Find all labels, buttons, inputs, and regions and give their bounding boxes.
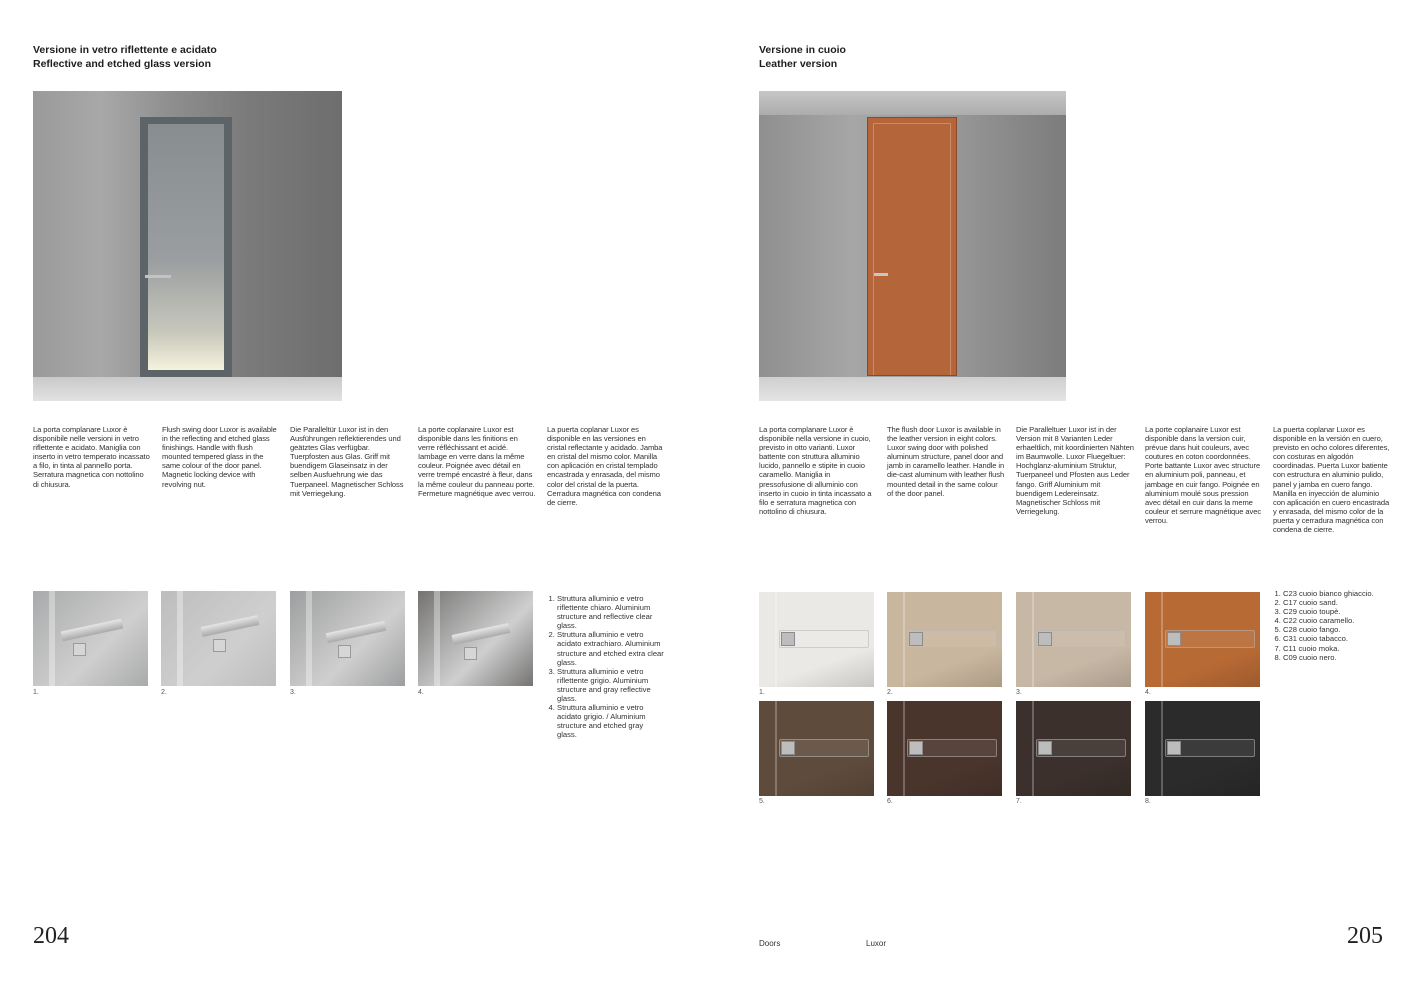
swatch-label: 7. bbox=[1016, 798, 1022, 805]
left-text-en: Flush swing door Luxor is available in the reflecting and etched glass finishings. Handle with flush mounted tempered glass in the same colour of the door panel. Magnetic locking device with revolving nut. bbox=[162, 425, 277, 489]
glass-door-photo bbox=[33, 91, 342, 401]
leather-swatch bbox=[1016, 592, 1131, 687]
thumbnail-label: 2. bbox=[161, 689, 167, 696]
page-number-right: 205 bbox=[1347, 923, 1383, 949]
footer-product: Luxor bbox=[866, 939, 887, 948]
right-text-de: Die Paralleltuer Luxor ist in der Version mit 8 Varianten Leder erhaeltlich, mit koordinierten Nähten im Baumwolle. Luxor Fluegeltuer: Hochglanz-aluminium Struktur, Tuerpaneel und Pfosten aus Leder fango. Griff Aluminium mit buendigem Ledereinsatz. Magnetischer Schloss mit Verriegelung. bbox=[1016, 425, 1134, 516]
page-number-left: 204 bbox=[33, 923, 69, 949]
list-item: 7. C11 cuoio moka. bbox=[1283, 644, 1413, 653]
list-item: 2. Struttura alluminio e vetro acidato extrachiaro. Aluminium structure and etched extra clear glass. bbox=[557, 630, 665, 666]
handle-bar bbox=[201, 615, 260, 637]
leather-swatch bbox=[1145, 701, 1260, 796]
right-text-es: La puerta coplanar Luxor es disponible en la versión en cuero, previsto en ocho colores diferentes, con costuras en algodón coordinadas. Puerta Luxor batiente con estructura en aluminio pulido, panel y jamba en cuero fango. Manilla en inyección de aluminio con aplicación en cuero encastrada y enrasada, del mismo color de la puerta y cerradura magnética con condena de cierre. bbox=[1273, 425, 1390, 535]
handle-bar bbox=[61, 619, 124, 642]
right-text-en: The flush door Luxor is available in the leather version in eight colors. Luxor swing door with polished aluminum structure, panel door and jamb in caramello leather. Handle in die-cast aluminum with leather flush mounted detail in the same colour of the door panel. bbox=[887, 425, 1005, 498]
footer-section: Doors bbox=[759, 939, 781, 948]
right-text-it: La porta complanare Luxor è disponibile nella versione in cuoio, previsto in otto varianti. Luxor battente con struttura alluminio lucido, pannello e stipite in cuoio caramello. Maniglia in pressofusione di alluminio con inserto in cuoio in tinta incassato a filo e serratura magnetica con nottolino di chiusura. bbox=[759, 425, 872, 516]
leather-swatch bbox=[887, 592, 1002, 687]
swatch-label: 2. bbox=[887, 689, 893, 696]
swatch-label: 5. bbox=[759, 798, 765, 805]
glass-handle-thumbnail bbox=[418, 591, 533, 686]
list-item: 6. C31 cuoio tabacco. bbox=[1283, 634, 1413, 643]
list-item: 1. C23 cuoio bianco ghiaccio. bbox=[1283, 589, 1413, 598]
thumbnail-label: 3. bbox=[290, 689, 296, 696]
list-item: 4. C22 cuoio caramello. bbox=[1283, 616, 1413, 625]
glass-finish-list bbox=[547, 594, 665, 740]
leather-swatch bbox=[887, 701, 1002, 796]
left-text-fr: La porte coplanaire Luxor est disponible dans les finitions en verre réfléchissant et acidé. Iambage en verre dans la même couleur. Poignée avec détail en verre trempé encastré à fleur, dans la même couleur du panneau porte. Fermeture magnétique avec verrou. bbox=[418, 425, 536, 498]
glass-handle-thumbnail bbox=[161, 591, 276, 686]
thumbnail-label: 1. bbox=[33, 689, 39, 696]
leather-swatch bbox=[759, 701, 874, 796]
left-text-de: Die Paralleltür Luxor ist in den Ausführungen reflektierendes und geätztes Glas verfügbar. Tuerpfosten aus Glas. Griff mit buendigem Glaseinsatz in der selben Ausfuehrung wie das Tuerpaneel. Magnetischer Schloss mit Verriegelung. bbox=[290, 425, 404, 498]
leather-color-list bbox=[1273, 589, 1413, 662]
right-title-en: Leather version bbox=[759, 58, 838, 70]
swatch-label: 1. bbox=[759, 689, 765, 696]
leather-swatch bbox=[1145, 592, 1260, 687]
handle-bar bbox=[326, 621, 387, 643]
list-item: 5. C28 cuoio fango. bbox=[1283, 625, 1413, 634]
list-item: 2. C17 cuoio sand. bbox=[1283, 598, 1413, 607]
swatch-label: 8. bbox=[1145, 798, 1151, 805]
swatch-label: 3. bbox=[1016, 689, 1022, 696]
list-item: 8. C09 cuoio nero. bbox=[1283, 653, 1413, 662]
list-item: 3. C29 cuoio toupè. bbox=[1283, 607, 1413, 616]
left-title-it: Versione in vetro riflettente e acidato bbox=[33, 44, 217, 56]
leather-door-photo bbox=[759, 91, 1066, 401]
left-text-es: La puerta coplanar Luxor es disponible en las versiones en cristal reflectante y acidado. Jamba en cristal del mismo color. Manilla con aplicación en cristal templado encastrada y enrasada, del mismo color del cristal de la puerta. Cerradura magnética con condena de cierre. bbox=[547, 425, 663, 507]
leather-swatch bbox=[759, 592, 874, 687]
leather-swatch bbox=[1016, 701, 1131, 796]
list-item: 4. Struttura alluminio e vetro acidato grigio. / Aluminium structure and etched gray glass. bbox=[557, 703, 665, 739]
left-title-en: Reflective and etched glass version bbox=[33, 58, 211, 70]
thumbnail-label: 4. bbox=[418, 689, 424, 696]
right-title-it: Versione in cuoio bbox=[759, 44, 846, 56]
handle-bar bbox=[452, 623, 511, 645]
left-text-it: La porta complanare Luxor è disponibile nelle versioni in vetro riflettente e acidato. Maniglia con inserto in vetro temperato incassato a filo, in tinta al pannello porta. Serratura magnetica con nottolino di chiusura. bbox=[33, 425, 150, 489]
list-item: 3. Struttura alluminio e vetro riflettente grigio. Aluminium structure and gray reflective glass. bbox=[557, 667, 665, 703]
list-item: 1. Struttura alluminio e vetro riflettente chiaro. Aluminium structure and reflective clear glass. bbox=[557, 594, 665, 630]
glass-handle-thumbnail bbox=[33, 591, 148, 686]
swatch-label: 4. bbox=[1145, 689, 1151, 696]
glass-handle-thumbnail bbox=[290, 591, 405, 686]
right-text-fr: La porte coplanaire Luxor est disponible dans la version cuir, prévue dans huit couleurs, avec coutures en coton coordonnées. Porte battante Luxor avec structure en aluminium poli, panneau, et jambage en cuir fango. Poignée en aluminium moulé sous pression avec détail en cuir dans la meme couleur et serrure magnétique avec verrou. bbox=[1145, 425, 1262, 525]
swatch-label: 6. bbox=[887, 798, 893, 805]
